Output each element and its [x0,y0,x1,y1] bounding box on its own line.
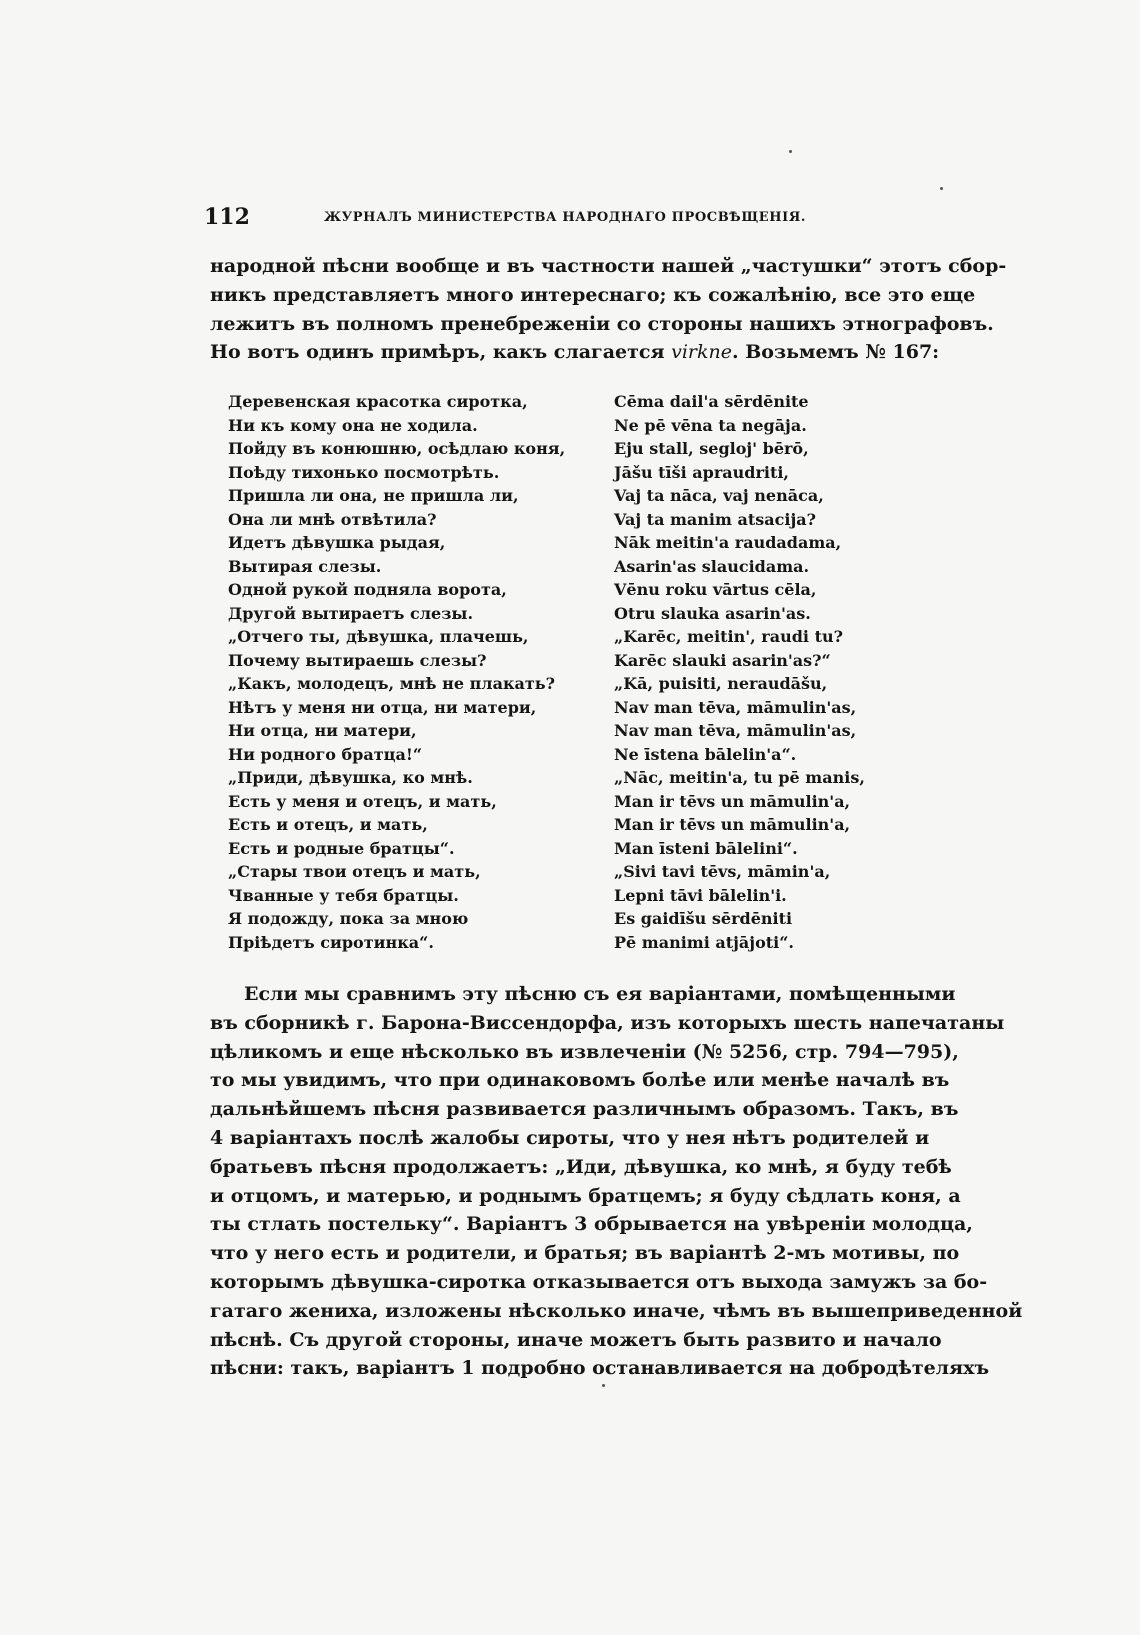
poem-line-russian: Одной рукой подняла ворота, [228,580,507,599]
poem-line-latvian: Vēnu roku vārtus cēla, [614,580,817,599]
poem-line-russian: Она ли мнѣ отвѣтила? [228,509,437,529]
poem-line-latvian: Jāšu tīši apraudriti, [614,462,789,482]
poem-line-russian: Ни родного братца!“ [228,744,423,764]
poem-line-russian: Есть и родные братцы“. [228,838,455,858]
poem-line-latvian: Nav man tēva, māmulin'as, [614,721,857,740]
text-line: пѣснѣ. Съ другой стороны, иначе можетъ быть развито и начало [210,1328,942,1351]
poem-line-russian: Ни къ кому она не ходила. [228,415,478,435]
poem-line-russian: Вытирая слезы. [228,556,382,576]
poem-line-latvian: Es gaidīšu sērdēniti [614,909,793,928]
text-line: пѣсни: такъ, варіантъ 1 подробно останавливается на добродѣтеляхъ [210,1357,990,1380]
running-title: ЖУРНАЛЪ МИНИСТЕРСТВА НАРОДНАГО ПРОСВѢЩЕНІЯ. [324,210,807,225]
text-line: и отцомъ, и матерью, и роднымъ братцемъ; я буду сѣдлать коня, а [210,1184,961,1207]
text-line-last [210,338,940,367]
italic-term: virkne [671,341,732,364]
speck [940,187,943,190]
poem-line-russian: Пріѣдетъ сиротинка“. [228,932,434,952]
poem-line-russian: Другой вытираетъ слезы. [228,603,474,623]
poem-line-russian: „Стары твои отецъ и мать, [228,862,481,881]
text-line: братьевъ пѣсня продолжаетъ: „Иди, дѣвушка, ко мнѣ, я буду тебѣ [210,1155,952,1178]
poem-russian-column [228,390,588,954]
poem-line-russian: Идетъ дѣвушка рыдая, [228,533,446,552]
poem-line-latvian: Asarin'as slaucidama. [614,556,810,576]
poem-line-russian: Ни отца, ни матери, [228,721,417,740]
poem-line-latvian: Ne īstena bālelin'a“. [614,744,797,764]
poem-line-latvian: Man ir tēvs un māmulin'a, [614,815,851,834]
poem-line-latvian: „Sivi tavi tēvs, māmin'a, [614,862,831,881]
poem-latvian-column [614,390,914,954]
text-line: гатаго жениха, изложены нѣсколько иначе, чѣмъ въ вышеприведенной [210,1299,1023,1322]
text-line: то мы увидимъ, что при одинаковомъ болѣе или менѣе началѣ въ [210,1069,950,1092]
speck [789,150,792,153]
poem-line-latvian: „Karēc, meitin', raudi tu? [614,627,843,646]
text-line: лежитъ въ полномъ пренебреженіи со стороны нашихъ этнографовъ. [210,312,994,335]
poem-line-latvian: Man īsteni bālelini“. [614,838,798,858]
poem-line-russian: Есть у меня и отецъ, и мать, [228,791,497,811]
poem-line-latvian: Otru slauka asarin'as. [614,603,811,623]
poem-line-latvian: „Nāc, meitin'a, tu pē manis, [614,768,865,787]
text-line: что у него есть и родители, и братья; въ варіантѣ 2-мъ мотивы, по [210,1242,960,1265]
paragraph-analysis [210,980,1023,1383]
text-line: народной пѣсни вообще и въ частности нашей „частушки“ этотъ сбор- [210,255,1007,277]
poem-line-latvian: Eju stall, segloj' bērō, [614,439,809,458]
poem-line-russian: „Какъ, молодецъ, мнѣ не плакать? [228,674,556,693]
paragraph-intro [210,252,1007,367]
text-line: дальнѣйшемъ пѣсня развивается различнымъ образомъ. Такъ, въ [210,1098,959,1121]
text-run: . Возьмемъ № 167: [731,341,940,364]
text-line: ты стлать постельку“. Варіантъ 3 обрывается на увѣреніи молодца, [210,1213,973,1236]
poem-line-russian: Поѣду тихонько посмотрѣть. [228,462,500,482]
poem-line-latvian: Cēma dail'a sērdēnite [614,392,809,411]
poem-line-russian: „Отчего ты, дѣвушка, плачешь, [228,627,529,646]
poem-line-latvian: Karēc slauki asarin'as?“ [614,650,831,670]
poem-line-russian: Пойду въ конюшню, осѣдлаю коня, [228,439,566,458]
poem-line-latvian: Nāk meitin'a raudadama, [614,533,842,552]
page-number: 112 [204,204,250,230]
poem-line-latvian: Ne pē vēna ta negāja. [614,415,807,435]
page-header [204,204,844,234]
poem-line-russian: Пришла ли она, не пришла ли, [228,486,519,505]
poem-line-russian: Почему вытираешь слезы? [228,650,487,670]
poem-line-latvian: „Kā, puisiti, neraudāšu, [614,674,828,693]
poem-line-latvian: Nav man tēva, māmulin'as, [614,697,857,717]
text-line: 4 варіантахъ послѣ жалобы сироты, что у нея нѣтъ родителей и [210,1126,930,1149]
poem-line-latvian: Pē manimi atjājoti“. [614,932,794,952]
speck [602,1384,605,1387]
poem-line-russian: Чванные у тебя братцы. [228,885,459,905]
poem-line-russian: Нѣтъ у меня ни отца, ни матери, [228,697,537,717]
poem-line-russian: Деревенская красотка сиротка, [228,392,528,411]
text-line: въ сборникѣ г. Барона-Виссендорфа, изъ которыхъ шесть напечатаны [210,1011,1005,1034]
text-line: никъ представляетъ много интереснаго; къ сожалѣнію, все это еще [210,283,976,306]
poem-line-russian: Есть и отецъ, и мать, [228,815,428,834]
poem-line-russian: Я подожду, пока за мною [228,909,469,928]
poem-line-russian: „Приди, дѣвушка, ко мнѣ. [228,768,473,787]
text-run: Но вотъ одинъ примѣръ, какъ слагается [210,341,672,364]
poem-line-latvian: Man ir tēvs un māmulin'a, [614,791,851,811]
poem-line-latvian: Vaj ta manim atsacija? [614,509,816,529]
text-line: цѣликомъ и еще нѣсколько въ извлеченіи (№ 5256, стр. 794—795), [210,1040,959,1063]
poem-line-latvian: Vaj ta nāca, vaj nenāca, [614,486,824,505]
text-line: Если мы сравнимъ эту пѣсню съ ея варіантами, помѣщенными [244,983,956,1005]
text-line: которымъ дѣвушка-сиротка отказывается отъ выхода замужъ за бо- [210,1270,988,1293]
poem-line-latvian: Lepni tāvi bālelin'i. [614,885,787,905]
